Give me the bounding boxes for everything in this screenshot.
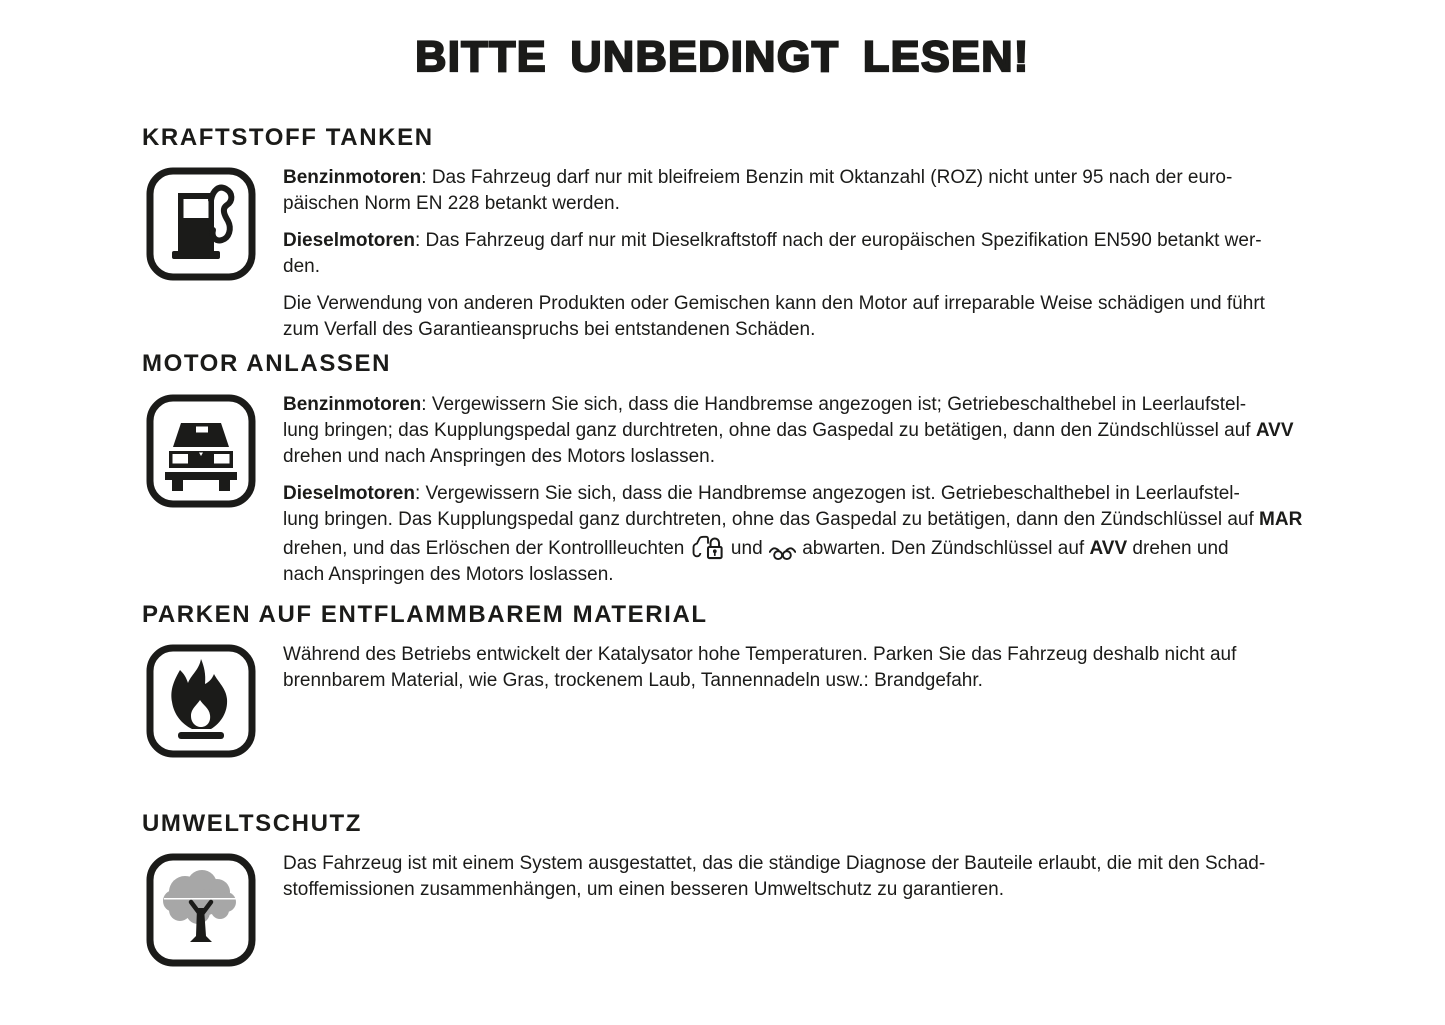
car-front-icon bbox=[145, 393, 257, 509]
section-heading: UMWELTSCHUTZ bbox=[142, 809, 363, 837]
section-body bbox=[283, 391, 1359, 588]
section-kraftstoff-tanken bbox=[142, 125, 1359, 343]
paragraph: Das Fahrzeug ist mit einem System ausgestattet, das die ständige Diagnose der Bauteile erlaubt, die mit den Schad- stoffemissionen zusammenhängen, um einen besseren Umweltschutz zu garantieren. bbox=[283, 853, 1266, 901]
paragraph: Dieselmotoren: Das Fahrzeug darf nur mit Dieselkraftstoff nach der europäischen Spezifikation EN590 betankt wer- den. bbox=[283, 230, 1262, 278]
glow-plug-icon bbox=[769, 546, 796, 561]
section-heading: KRAFTSTOFF TANKEN bbox=[142, 124, 434, 152]
paragraph: Dieselmotoren: Vergewissern Sie sich, dass die Handbremse angezogen ist. Getriebeschalthebel in Leerlaufstel- lung bringen. Das Kupplungspedal ganz durchtreten, ohne das Gaspedal zu betätigen, dann den Zündschlüssel auf MAR drehen, und das Erlöschen der Kontrollleuchten und abwarten. Den Zündschlüssel auf AVV drehen und nach Anspringen des Motors loslassen. bbox=[283, 482, 1303, 585]
code-icon bbox=[691, 533, 725, 561]
section-body bbox=[283, 850, 1359, 903]
section-motor-anlassen bbox=[142, 351, 1359, 587]
fuel-pump-icon bbox=[145, 166, 257, 282]
section-heading: MOTOR ANLASSEN bbox=[142, 350, 392, 378]
paragraph: Während des Betriebs entwickelt der Katalysator hohe Temperaturen. Parken Sie das Fahrzeug deshalb nicht auf brennbarem Material, wie Gras, trockenem Laub, Tannennadeln usw.: Brandgefahr. bbox=[283, 643, 1237, 691]
section-body bbox=[283, 641, 1359, 694]
section-body bbox=[283, 164, 1359, 343]
paragraph: Benzinmotoren: Vergewissern Sie sich, dass die Handbremse angezogen ist; Getriebeschalthebel in Leerlaufstel- lung bringen; das Kupplungspedal ganz durchtreten, ohne das Gaspedal zu betätigen, dann den Zündschlüssel auf AVV drehen und nach Anspringen des Motors loslassen. bbox=[283, 393, 1294, 467]
manual-page-content bbox=[142, 125, 1359, 968]
paragraph: Benzinmotoren: Das Fahrzeug darf nur mit bleifreiem Benzin mit Oktanzahl (ROZ) nicht unter 95 nach der euro- päischen Norm EN 228 betankt werden. bbox=[283, 167, 1233, 215]
flammable-material-icon bbox=[145, 643, 257, 759]
section-parken bbox=[142, 602, 1359, 759]
page-title: BITTE UNBEDINGT LESEN! bbox=[415, 33, 1030, 81]
tree-icon bbox=[145, 852, 257, 968]
section-heading: PARKEN AUF ENTFLAMMBAREM MATERIAL bbox=[142, 600, 708, 628]
paragraph: Die Verwendung von anderen Produkten oder Gemischen kann den Motor auf irreparable Weise schädigen und führt zum Verfall des Garantieanspruchs bei entstandenen Schäden. bbox=[283, 293, 1265, 341]
section-umweltschutz bbox=[142, 811, 1359, 968]
